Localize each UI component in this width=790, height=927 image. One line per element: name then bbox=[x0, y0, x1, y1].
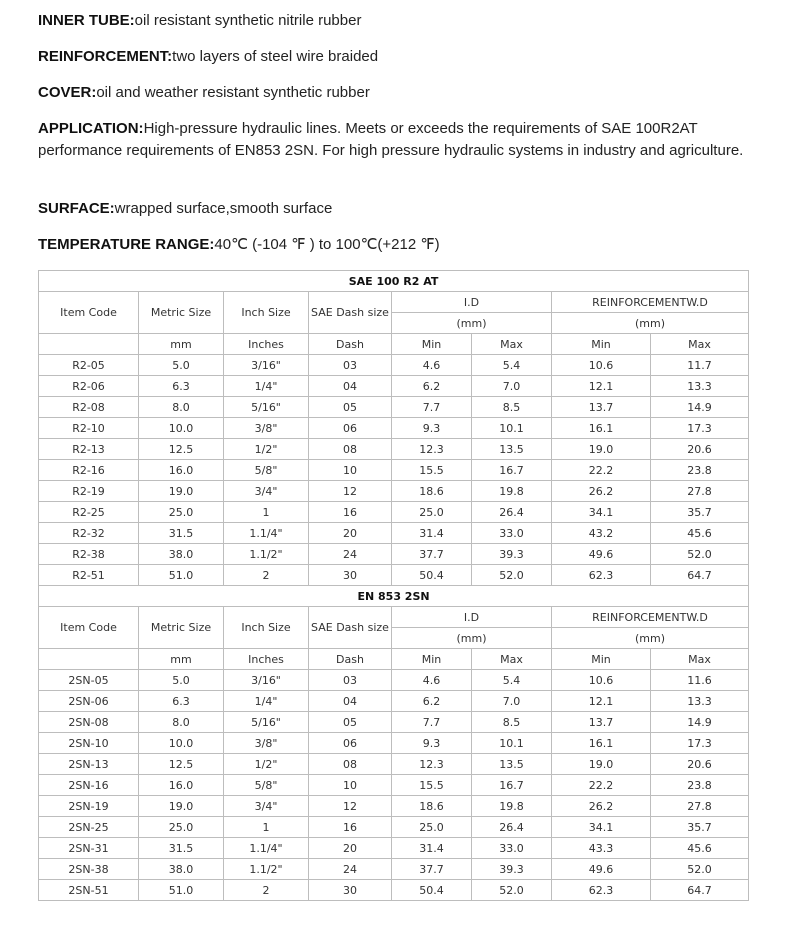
item-code-cell: R2-06 bbox=[39, 376, 139, 397]
units-row bbox=[39, 649, 749, 670]
unit-cell: Max bbox=[472, 334, 552, 355]
table-cell: 10.0 bbox=[139, 418, 224, 439]
table-row bbox=[39, 418, 749, 439]
item-code-cell: R2-32 bbox=[39, 523, 139, 544]
item-code-cell: R2-38 bbox=[39, 544, 139, 565]
section-title: EN 853 2SN bbox=[39, 586, 749, 607]
header-sae-dash-size: SAE Dash size bbox=[309, 607, 392, 649]
spec-text: oil and weather resistant synthetic rubber bbox=[96, 84, 370, 101]
table-cell: 13.7 bbox=[552, 712, 651, 733]
item-code-cell: 2SN-08 bbox=[39, 712, 139, 733]
table-cell: 8.0 bbox=[139, 397, 224, 418]
table-cell: 18.6 bbox=[392, 796, 472, 817]
table-cell: 16.0 bbox=[139, 460, 224, 481]
table-cell: 51.0 bbox=[139, 565, 224, 586]
table-cell: 13.3 bbox=[651, 376, 749, 397]
table-cell: 03 bbox=[309, 670, 392, 691]
table-cell: 19.8 bbox=[472, 796, 552, 817]
table-cell: 38.0 bbox=[139, 859, 224, 880]
table-cell: 26.2 bbox=[552, 481, 651, 502]
table-row bbox=[39, 523, 749, 544]
table-cell: 9.3 bbox=[392, 418, 472, 439]
header-sae-dash-size: SAE Dash size bbox=[309, 292, 392, 334]
table-cell: 43.2 bbox=[552, 523, 651, 544]
table-cell: 16 bbox=[309, 502, 392, 523]
table-cell: 31.4 bbox=[392, 838, 472, 859]
table-cell: 35.7 bbox=[651, 817, 749, 838]
table-row bbox=[39, 754, 749, 775]
unit-cell: Inches bbox=[224, 649, 309, 670]
table-cell: 10.6 bbox=[552, 355, 651, 376]
table-cell: 03 bbox=[309, 355, 392, 376]
table-cell: 39.3 bbox=[472, 544, 552, 565]
item-code-cell: R2-10 bbox=[39, 418, 139, 439]
table-cell: 1/4" bbox=[224, 376, 309, 397]
table-row bbox=[39, 565, 749, 586]
header-id-unit: (mm) bbox=[392, 313, 552, 334]
table-cell: 19.0 bbox=[139, 796, 224, 817]
table-cell: 12 bbox=[309, 481, 392, 502]
item-code-cell: R2-51 bbox=[39, 565, 139, 586]
table-row bbox=[39, 481, 749, 502]
table-cell: 3/16" bbox=[224, 670, 309, 691]
table-cell: 26.4 bbox=[472, 817, 552, 838]
spec-surface bbox=[38, 198, 758, 220]
table-cell: 06 bbox=[309, 418, 392, 439]
table-cell: 7.0 bbox=[472, 376, 552, 397]
item-code-cell: 2SN-05 bbox=[39, 670, 139, 691]
table-cell: 3/8" bbox=[224, 418, 309, 439]
table-cell: 52.0 bbox=[651, 544, 749, 565]
table-cell: 14.9 bbox=[651, 397, 749, 418]
spec-label: COVER: bbox=[38, 84, 97, 101]
table-row bbox=[39, 439, 749, 460]
table-row bbox=[39, 355, 749, 376]
table-cell: 19.8 bbox=[472, 481, 552, 502]
table-row bbox=[39, 502, 749, 523]
table-cell: 10 bbox=[309, 460, 392, 481]
spec-text: oil resistant synthetic nitrile rubber bbox=[134, 12, 362, 29]
unit-cell: Max bbox=[651, 649, 749, 670]
table-cell: 8.0 bbox=[139, 712, 224, 733]
table-cell: 49.6 bbox=[552, 544, 651, 565]
table-row bbox=[39, 817, 749, 838]
spec-text: two layers of steel wire braided bbox=[172, 48, 379, 65]
table-cell: 04 bbox=[309, 376, 392, 397]
table-cell: 26.2 bbox=[552, 796, 651, 817]
header-inch-size: Inch Size bbox=[224, 607, 309, 649]
table-cell: 5.4 bbox=[472, 355, 552, 376]
item-code-cell: R2-13 bbox=[39, 439, 139, 460]
table-cell: 64.7 bbox=[651, 880, 749, 901]
table-cell: 11.7 bbox=[651, 355, 749, 376]
table-cell: 5.0 bbox=[139, 670, 224, 691]
table-row bbox=[39, 376, 749, 397]
table-cell: 13.5 bbox=[472, 754, 552, 775]
table-cell: 31.5 bbox=[139, 523, 224, 544]
table-cell: 38.0 bbox=[139, 544, 224, 565]
item-code-cell: 2SN-51 bbox=[39, 880, 139, 901]
table-cell: 34.1 bbox=[552, 817, 651, 838]
header-id-unit: (mm) bbox=[392, 628, 552, 649]
table-cell: 1/4" bbox=[224, 691, 309, 712]
table-cell: 8.5 bbox=[472, 712, 552, 733]
table-cell: 22.2 bbox=[552, 775, 651, 796]
spec-temperature-range bbox=[38, 234, 758, 256]
table-cell: 30 bbox=[309, 880, 392, 901]
table-cell: 4.6 bbox=[392, 355, 472, 376]
table-cell: 6.2 bbox=[392, 691, 472, 712]
table-cell: 08 bbox=[309, 439, 392, 460]
table-cell: 15.5 bbox=[392, 460, 472, 481]
table-cell: 52.0 bbox=[472, 880, 552, 901]
table-cell: 19.0 bbox=[139, 481, 224, 502]
spec-table-body bbox=[39, 271, 749, 901]
item-code-cell: R2-05 bbox=[39, 355, 139, 376]
table-cell: 25.0 bbox=[139, 817, 224, 838]
table-cell: 12.5 bbox=[139, 439, 224, 460]
table-cell: 1/2" bbox=[224, 754, 309, 775]
table-cell: 23.8 bbox=[651, 775, 749, 796]
table-cell: 19.0 bbox=[552, 439, 651, 460]
item-code-cell: R2-25 bbox=[39, 502, 139, 523]
unit-cell: Min bbox=[552, 334, 651, 355]
table-cell: 22.2 bbox=[552, 460, 651, 481]
spec-application bbox=[38, 118, 758, 162]
header-id: I.D bbox=[392, 607, 552, 628]
table-cell: 12.1 bbox=[552, 691, 651, 712]
spec-table bbox=[38, 270, 749, 901]
spec-text: 40℃ (-104 ℉ ) to 100℃(+212 ℉) bbox=[214, 236, 440, 253]
item-code-cell: 2SN-16 bbox=[39, 775, 139, 796]
spec-label: TEMPERATURE RANGE: bbox=[38, 236, 215, 253]
table-cell: 30 bbox=[309, 565, 392, 586]
unit-cell: Min bbox=[552, 649, 651, 670]
table-row bbox=[39, 775, 749, 796]
table-cell: 2 bbox=[224, 565, 309, 586]
table-cell: 20 bbox=[309, 838, 392, 859]
table-cell: 39.3 bbox=[472, 859, 552, 880]
table-cell: 52.0 bbox=[472, 565, 552, 586]
table-row bbox=[39, 670, 749, 691]
table-row bbox=[39, 460, 749, 481]
item-code-cell: 2SN-13 bbox=[39, 754, 139, 775]
table-cell: 1.1/2" bbox=[224, 859, 309, 880]
table-cell: 13.3 bbox=[651, 691, 749, 712]
item-code-cell: 2SN-25 bbox=[39, 817, 139, 838]
unit-cell: Dash bbox=[309, 334, 392, 355]
table-cell: 62.3 bbox=[552, 880, 651, 901]
header-metric-size: Metric Size bbox=[139, 607, 224, 649]
table-cell: 05 bbox=[309, 712, 392, 733]
table-cell: 45.6 bbox=[651, 523, 749, 544]
table-cell: 13.7 bbox=[552, 397, 651, 418]
table-cell: 13.5 bbox=[472, 439, 552, 460]
table-cell: 08 bbox=[309, 754, 392, 775]
item-code-cell: R2-16 bbox=[39, 460, 139, 481]
table-cell: 50.4 bbox=[392, 880, 472, 901]
item-code-cell: 2SN-31 bbox=[39, 838, 139, 859]
header-metric-size: Metric Size bbox=[139, 292, 224, 334]
table-cell: 25.0 bbox=[139, 502, 224, 523]
table-cell: 17.3 bbox=[651, 733, 749, 754]
unit-cell: Min bbox=[392, 334, 472, 355]
table-cell: 1.1/4" bbox=[224, 523, 309, 544]
table-cell: 16.1 bbox=[552, 418, 651, 439]
table-cell: 25.0 bbox=[392, 502, 472, 523]
table-cell: 16.7 bbox=[472, 775, 552, 796]
unit-cell: Min bbox=[392, 649, 472, 670]
table-cell: 2 bbox=[224, 880, 309, 901]
table-cell: 33.0 bbox=[472, 838, 552, 859]
table-cell: 3/16" bbox=[224, 355, 309, 376]
table-cell: 25.0 bbox=[392, 817, 472, 838]
table-cell: 37.7 bbox=[392, 859, 472, 880]
table-cell: 6.3 bbox=[139, 691, 224, 712]
unit-cell: Dash bbox=[309, 649, 392, 670]
table-cell: 5.4 bbox=[472, 670, 552, 691]
table-cell: 05 bbox=[309, 397, 392, 418]
table-cell: 50.4 bbox=[392, 565, 472, 586]
table-cell: 19.0 bbox=[552, 754, 651, 775]
table-cell: 9.3 bbox=[392, 733, 472, 754]
spec-text: wrapped surface,smooth surface bbox=[114, 200, 333, 217]
unit-cell: Max bbox=[651, 334, 749, 355]
table-cell: 3/4" bbox=[224, 796, 309, 817]
table-row bbox=[39, 859, 749, 880]
table-row bbox=[39, 880, 749, 901]
table-cell: 16.1 bbox=[552, 733, 651, 754]
header-row bbox=[39, 292, 749, 313]
item-code-cell: R2-08 bbox=[39, 397, 139, 418]
table-cell: 5/8" bbox=[224, 460, 309, 481]
table-cell: 5.0 bbox=[139, 355, 224, 376]
unit-cell: mm bbox=[139, 649, 224, 670]
table-cell: 10.0 bbox=[139, 733, 224, 754]
table-cell: 06 bbox=[309, 733, 392, 754]
table-row bbox=[39, 712, 749, 733]
table-cell: 16 bbox=[309, 817, 392, 838]
header-reinforcement: REINFORCEMENTW.D bbox=[552, 607, 749, 628]
table-cell: 18.6 bbox=[392, 481, 472, 502]
table-cell: 12.1 bbox=[552, 376, 651, 397]
table-cell: 5/16" bbox=[224, 712, 309, 733]
table-cell: 64.7 bbox=[651, 565, 749, 586]
header-reinforcement: REINFORCEMENTW.D bbox=[552, 292, 749, 313]
item-code-cell: 2SN-10 bbox=[39, 733, 139, 754]
table-cell: 6.3 bbox=[139, 376, 224, 397]
table-cell: 37.7 bbox=[392, 544, 472, 565]
section-title-row bbox=[39, 586, 749, 607]
table-cell: 10 bbox=[309, 775, 392, 796]
section-title: SAE 100 R2 AT bbox=[39, 271, 749, 292]
table-cell: 27.8 bbox=[651, 796, 749, 817]
table-cell: 20.6 bbox=[651, 754, 749, 775]
table-cell: 4.6 bbox=[392, 670, 472, 691]
table-cell: 26.4 bbox=[472, 502, 552, 523]
table-cell: 12 bbox=[309, 796, 392, 817]
table-cell: 10.6 bbox=[552, 670, 651, 691]
table-cell: 20 bbox=[309, 523, 392, 544]
table-cell: 1/2" bbox=[224, 439, 309, 460]
units-item-code-blank bbox=[39, 649, 139, 670]
table-cell: 1 bbox=[224, 502, 309, 523]
table-cell: 7.0 bbox=[472, 691, 552, 712]
table-cell: 6.2 bbox=[392, 376, 472, 397]
spec-reinforcement bbox=[38, 46, 758, 68]
header-reinforcement-unit: (mm) bbox=[552, 628, 749, 649]
table-cell: 12.3 bbox=[392, 439, 472, 460]
table-cell: 62.3 bbox=[552, 565, 651, 586]
table-cell: 5/8" bbox=[224, 775, 309, 796]
table-row bbox=[39, 691, 749, 712]
table-cell: 7.7 bbox=[392, 712, 472, 733]
table-cell: 8.5 bbox=[472, 397, 552, 418]
table-cell: 10.1 bbox=[472, 733, 552, 754]
table-row bbox=[39, 544, 749, 565]
item-code-cell: 2SN-38 bbox=[39, 859, 139, 880]
item-code-cell: 2SN-19 bbox=[39, 796, 139, 817]
spec-inner-tube bbox=[38, 10, 758, 32]
table-cell: 12.5 bbox=[139, 754, 224, 775]
table-cell: 52.0 bbox=[651, 859, 749, 880]
table-cell: 3/8" bbox=[224, 733, 309, 754]
table-row bbox=[39, 796, 749, 817]
table-cell: 34.1 bbox=[552, 502, 651, 523]
table-cell: 17.3 bbox=[651, 418, 749, 439]
table-cell: 24 bbox=[309, 544, 392, 565]
spec-label: INNER TUBE: bbox=[38, 12, 135, 29]
table-cell: 5/16" bbox=[224, 397, 309, 418]
table-cell: 1 bbox=[224, 817, 309, 838]
table-cell: 14.9 bbox=[651, 712, 749, 733]
header-item-code: Item Code bbox=[39, 607, 139, 649]
header-reinforcement-unit: (mm) bbox=[552, 313, 749, 334]
spec-label: APPLICATION: bbox=[38, 120, 144, 137]
table-cell: 24 bbox=[309, 859, 392, 880]
table-cell: 16.0 bbox=[139, 775, 224, 796]
table-cell: 51.0 bbox=[139, 880, 224, 901]
table-cell: 15.5 bbox=[392, 775, 472, 796]
table-cell: 23.8 bbox=[651, 460, 749, 481]
units-row bbox=[39, 334, 749, 355]
table-cell: 11.6 bbox=[651, 670, 749, 691]
table-row bbox=[39, 838, 749, 859]
item-code-cell: 2SN-06 bbox=[39, 691, 139, 712]
table-cell: 35.7 bbox=[651, 502, 749, 523]
unit-cell: mm bbox=[139, 334, 224, 355]
item-code-cell: R2-19 bbox=[39, 481, 139, 502]
header-item-code: Item Code bbox=[39, 292, 139, 334]
table-cell: 27.8 bbox=[651, 481, 749, 502]
table-cell: 10.1 bbox=[472, 418, 552, 439]
unit-cell: Inches bbox=[224, 334, 309, 355]
table-row bbox=[39, 733, 749, 754]
table-cell: 04 bbox=[309, 691, 392, 712]
table-cell: 20.6 bbox=[651, 439, 749, 460]
section-title-row bbox=[39, 271, 749, 292]
table-cell: 31.4 bbox=[392, 523, 472, 544]
table-cell: 3/4" bbox=[224, 481, 309, 502]
unit-cell: Max bbox=[472, 649, 552, 670]
header-inch-size: Inch Size bbox=[224, 292, 309, 334]
spec-label: SURFACE: bbox=[38, 200, 115, 217]
table-cell: 1.1/4" bbox=[224, 838, 309, 859]
spec-cover bbox=[38, 82, 758, 104]
spec-text: High-pressure hydraulic lines. Meets or exceeds the requirements of SAE 100R2AT performance requirements of EN853 2SN. For high pressure hydraulic systems in industry and agriculture. bbox=[38, 120, 744, 159]
table-cell: 1.1/2" bbox=[224, 544, 309, 565]
table-cell: 31.5 bbox=[139, 838, 224, 859]
table-row bbox=[39, 397, 749, 418]
table-cell: 45.6 bbox=[651, 838, 749, 859]
table-cell: 33.0 bbox=[472, 523, 552, 544]
units-item-code-blank bbox=[39, 334, 139, 355]
table-cell: 49.6 bbox=[552, 859, 651, 880]
table-cell: 12.3 bbox=[392, 754, 472, 775]
header-row bbox=[39, 607, 749, 628]
header-id: I.D bbox=[392, 292, 552, 313]
table-cell: 7.7 bbox=[392, 397, 472, 418]
table-cell: 43.3 bbox=[552, 838, 651, 859]
table-cell: 16.7 bbox=[472, 460, 552, 481]
spec-label: REINFORCEMENT: bbox=[38, 48, 173, 65]
